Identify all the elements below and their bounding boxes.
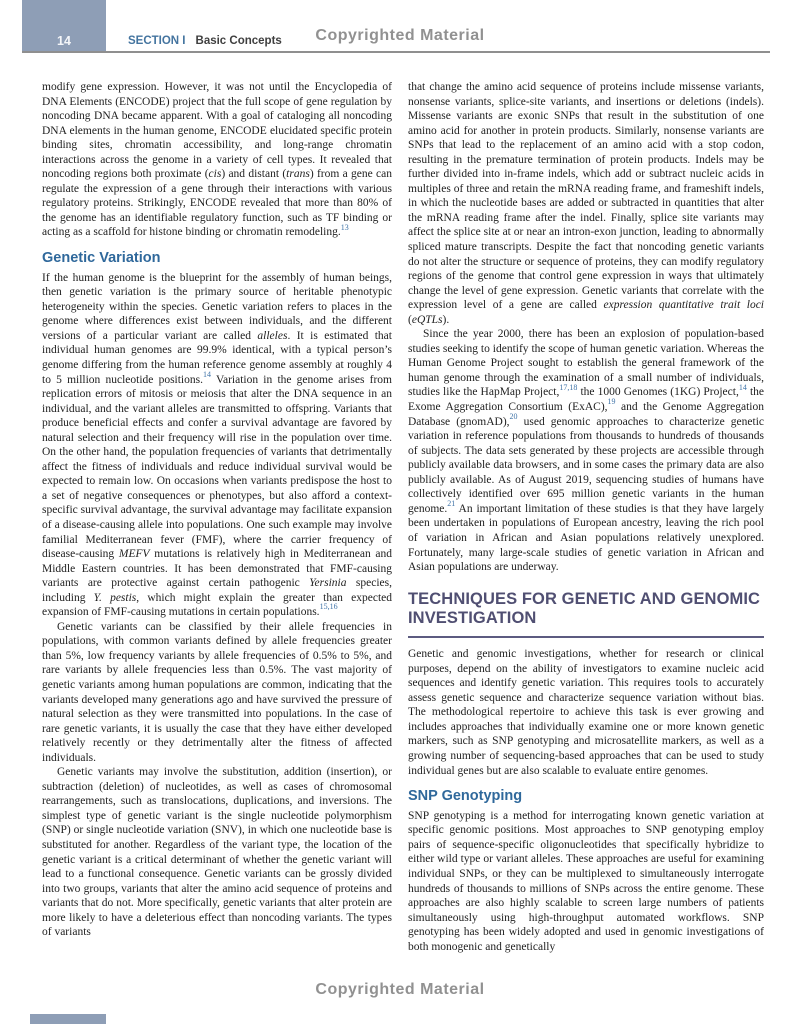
italic-term: eQTLs bbox=[411, 313, 443, 326]
italic-term: Y. pestis bbox=[93, 591, 137, 604]
italic-term: cis bbox=[208, 168, 222, 181]
paragraph: that change the amino acid sequence of proteins include missense variants, nonsense variants, splice-site variants, and insertions or deletions (indels). Missense variants are exonic SNPs that result in the substitution of one amino acid for another in protein products. Similarly, nonsense variants are SNPs that lead to the replacement of an amino acid with a stop codon, resulting in the premature termination of protein products. Indels may be further divided into in-frame indels, which add or subtract nucleic acids in multiples of three and retain the mRNA reading frame, and frameshift indels, in which the nucleotide bases are added or subtracted in quantities that alter the mRNA reading frame after the indel. Finally, splice site variants may affect the splice site at or near an intron-exon junction, leading to abnormally spliced mature transcripts. Despite the fact that noncoding genetic variants do not alter the structure or sequence of proteins, they can modify regulatory regions of the genome that control gene expression in ways that ultimately change the level of gene expression. Genetic variants that correlate with the expression level of a gene are called expression quantitative trait loci (eQTLs). bbox=[408, 81, 764, 326]
reference-superscript: 21 bbox=[447, 499, 456, 509]
italic-term: expression quantitative trait loci bbox=[603, 299, 764, 312]
left-text-column bbox=[42, 80, 392, 940]
section-heading: TECHNIQUES FOR GENETIC AND GENOMIC INVESTIGATION bbox=[408, 590, 764, 639]
paragraph: If the human genome is the blueprint for the assembly of human beings, then genetic variation is the primary source of heritable phenotypic heterogeneity within the species. Genetic variation refers to places in the genome where differences exist between individuals, and the different versions of a particular variant are called alleles. It is estimated that individual human genomes are 99.9% identical, with a typical person’s genome differing from the human reference genome assembly at roughly 4 to 5 million nucleotide positions.$^{14}$ Variation in the genome arises from replication errors of mitosis or meiosis that alter the DNA sequence in an individual, and the variant alleles are transmitted to offspring. Variants that produce beneficial effects and confer a survival advantage are favored by natural selection and their frequency will rise in the population over time. On the other hand, the population frequencies of variants that detrimentally affect the fitness of individuals and reduce individual survival would be expected to remain low. On occasions when variants predispose the host to a set of negative consequences or phenotypes, but also afford a context-specific survival advantage, the survival advantage may facilitate expansion of a disease-causing allele into populations. One such example may involve familial Mediterranean fever (FMF), where the carrier frequency of disease-causing MEFV mutations is relatively high in Mediterranean and Middle Eastern countries. It has been demonstrated that FMF-causing variants are protective against certain pathogenic Yersinia species, including Y. pestis, which might explain the greater than expected expansion of FMF-causing mutations in certain populations.$^{15,16}$ bbox=[42, 271, 393, 619]
italic-term: MEFV bbox=[118, 548, 150, 561]
section-title: Basic Concepts bbox=[195, 35, 282, 47]
italic-term: Yersinia bbox=[309, 577, 347, 590]
subsection-heading: SNP Genotyping bbox=[408, 788, 523, 805]
copyright-watermark-bottom: Copyrighted Material bbox=[315, 981, 485, 998]
paragraph: modify gene expression. However, it was not until the Encyclopedia of DNA Elements (ENCODE) project that the full scope of gene regulation by noncoding DNA became apparent. With a goal of cataloging all noncoding DNA elements in the human genome, ENCODE elucidated specific protein binding sites, chromatin accessibility, and long-range chromatin interactions across the genome in a variety of cell types. It revealed that noncoding regions both proximate (cis) and distant (trans) from a gene can regulate the expression of a gene through their interactions with various regulatory proteins. Strikingly, ENCODE revealed that more than 80% of the genome has an identifiable regulatory function, such as TF binding or acting as a scaffold for histone binding or chromatin remodeling.$^{13}$ bbox=[42, 81, 392, 239]
paragraph: Genetic variants can be classified by their allele frequencies in populations, with common variants defined by allele frequencies greater than 5%, low frequency variants by allele frequencies of 0.5% to 5%, and rare variants by allele frequencies less than 0.5%. The vast majority of genetic variants among human populations are common, indicating that the variants developed many generations ago and have survived the pressure of natural selection as they were transmitted into populations. In the case of rare genetic variants, it is usually the case that they have either developed relatively recently or they detrimentally alter the fitness of affected individuals. bbox=[42, 620, 392, 764]
paragraph: Genetic variants may involve the substitution, addition (insertion), or subtraction (deletion) of nucleotides, as well as cases of chromosomal rearrangements, such as translocations, duplications, and inversions. The simplest type of genetic variant is the single nucleotide polymorphism (SNP) or single nucleotide variation (SNV), in which one nucleotide base is substituted for another. Regardless of the variant type, the location of the genetic variant is a critical determinant of whether the genetic variant will lead to a functional consequence. Genetic variants can be grossly divided into two groups, variants that alter the amino acid sequence of proteins and variants that do not. More specifically, genetic variants that alter protein are more likely to have a deleterious effect than noncoding variants. The types of variants bbox=[42, 766, 392, 939]
bottom-page-tab bbox=[30, 1014, 106, 1024]
reference-superscript: 13 bbox=[340, 222, 349, 232]
reference-superscript: 15,16 bbox=[319, 602, 338, 612]
italic-term: alleles bbox=[257, 329, 288, 342]
reference-superscript: 14 bbox=[202, 369, 211, 379]
section-label: SECTION I bbox=[128, 35, 186, 47]
paragraph: SNP genotyping is a method for interrogating known genetic variation at specific genomic positions. Most approaches to SNP genotyping employ pairs of sequence-specific oligonucleotides that specifically hybridize to either wild type or variant alleles. These approaches are useful for examining individual SNPs, or they can be multiplexed to simultaneously interrogate hundreds of thousands to millions of SNPs across the entire genome. These approaches are also highly scalable to screen large numbers of patients simultaneously using high-throughput automated workflows. SNP genotyping has been widely adopted and used in genomic investigations of both monogenic and genetically bbox=[408, 809, 764, 953]
page-number: 14 bbox=[57, 34, 71, 48]
header-divider bbox=[22, 51, 770, 53]
paragraph: Since the year 2000, there has been an explosion of population-based studies seeking to identify the scope of human genetic variation. Whereas the Human Genome Project sought to establish the general framework of the human genome through the examination of a small number of individuals, studies like the HapMap Project,$^{17,18}$ the 1000 Genomes (1KG) Project,$^{14}$ the Exome Aggregation Consortium (ExAC),$^{19}$ and the Genome Aggregation Database (gnomAD),$^{20}$ used genomic approaches to characterize genetic variation in reference populations from thousands to hundreds of thousands of subjects. The data sets generated by these projects are accessible through publicly available data browsers, and in some cases the primary data are also publicly available. As of August 2019, sequencing studies of humans have collectively identified over 695 million genetic variants in the human genome.$^{21}$ An important limitation of these studies is that they have largely been undertaken in populations of European ancestry, leaving the rich pool of variation in African and Asian populations relatively unexplored. Fortunately, many large-scale studies of genetic variation in African and Asian populations are underway. bbox=[408, 328, 764, 574]
copyright-watermark-top: Copyrighted Material bbox=[315, 27, 485, 44]
paragraph: Genetic and genomic investigations, whether for research or clinical purposes, depend on the ability of investigators to examine nucleic acid sequences and identify genetic variation. This requires tools to accurately assess genetic sequence and characterize sequence variation without bias. The methodological repertoire to achieve this task is ever growing and includes approaches that individually examine one or more known genetic markers, such as SNP genotyping and microsatellite markers, as well as a growing number of sequencing-based approaches that can be used to study individual genes but are also scalable to evaluate entire genomes. bbox=[408, 648, 764, 777]
reference-superscript: 19 bbox=[607, 397, 616, 407]
reference-superscript: 17,18 bbox=[559, 382, 578, 392]
right-text-column bbox=[408, 80, 764, 954]
reference-superscript: 14 bbox=[738, 382, 747, 392]
italic-term: trans bbox=[286, 168, 310, 181]
reference-superscript: 20 bbox=[509, 411, 518, 421]
subsection-heading: Genetic Variation bbox=[42, 250, 161, 267]
